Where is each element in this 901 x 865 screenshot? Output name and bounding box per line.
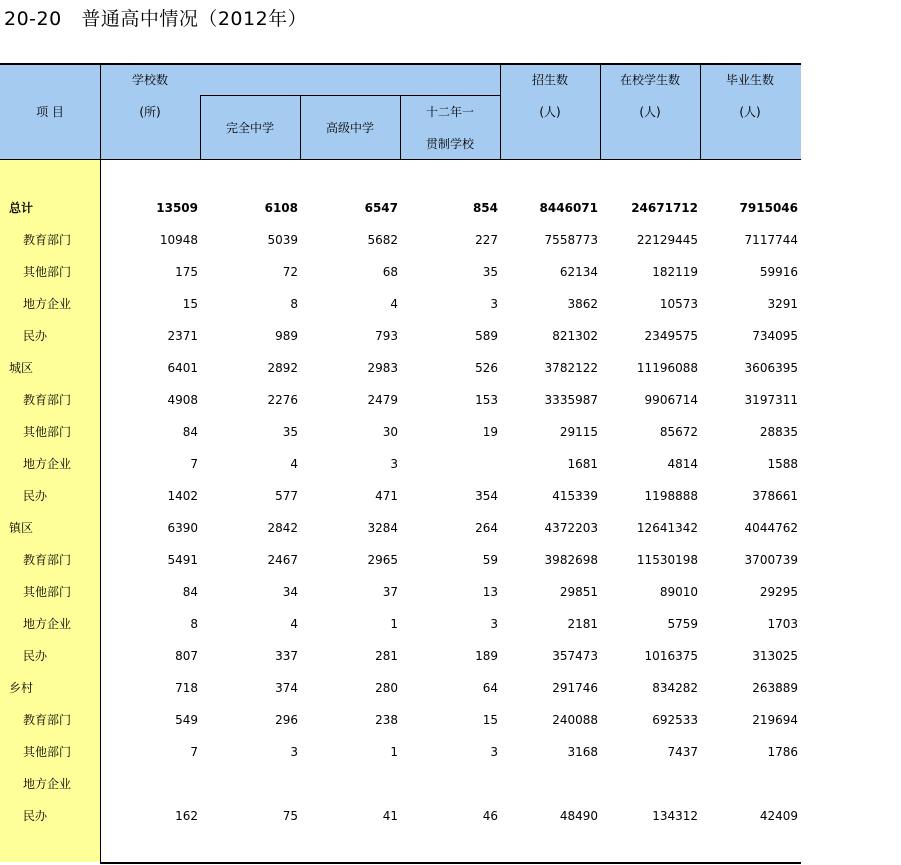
row-value: 4 bbox=[390, 297, 398, 311]
header-twelve-year-line1: 十二年一 bbox=[425, 105, 474, 119]
row-label: 民办 bbox=[23, 809, 48, 823]
row-value: 240088 bbox=[552, 713, 598, 727]
table-row bbox=[0, 608, 801, 640]
table-row bbox=[0, 800, 801, 832]
header-schools: 学校数 bbox=[131, 73, 168, 87]
row-value bbox=[402, 768, 498, 800]
table-row bbox=[0, 416, 801, 448]
table-row bbox=[0, 544, 801, 576]
row-value: 59 bbox=[482, 553, 498, 567]
row-value: 153 bbox=[475, 393, 498, 407]
row-label: 民办 bbox=[23, 489, 48, 503]
header-complete-middle: 完全中学 bbox=[225, 121, 274, 135]
row-value: 357473 bbox=[552, 649, 598, 663]
header-senior-high: 高级中学 bbox=[325, 121, 374, 135]
header-students: 在校学生数 bbox=[619, 73, 680, 87]
row-value: 3197311 bbox=[744, 393, 798, 407]
row-value: 29115 bbox=[559, 425, 598, 439]
header-graduates: 毕业生数 bbox=[725, 73, 774, 87]
row-value: 834282 bbox=[652, 681, 698, 695]
row-value: 3982698 bbox=[544, 553, 598, 567]
row-value: 281 bbox=[375, 649, 398, 663]
row-value: 264 bbox=[475, 521, 498, 535]
row-value: 227 bbox=[475, 233, 498, 247]
row-value: 41 bbox=[382, 809, 398, 823]
row-value: 807 bbox=[175, 649, 198, 663]
header-schools-unit: (所) bbox=[139, 105, 161, 119]
bottom-rule bbox=[100, 862, 801, 864]
row-value: 59916 bbox=[759, 265, 798, 279]
row-value: 3782122 bbox=[544, 361, 598, 375]
table-row bbox=[0, 640, 801, 672]
row-value: 219694 bbox=[752, 713, 798, 727]
row-value: 7915046 bbox=[739, 201, 798, 215]
table-row bbox=[0, 448, 801, 480]
row-label: 其他部门 bbox=[23, 425, 72, 439]
row-value: 7117744 bbox=[744, 233, 798, 247]
row-value: 134312 bbox=[652, 809, 698, 823]
row-value: 589 bbox=[475, 329, 498, 343]
row-value: 62134 bbox=[559, 265, 598, 279]
row-value bbox=[602, 768, 698, 800]
row-value: 24671712 bbox=[631, 201, 698, 215]
header-students-unit: (人) bbox=[639, 105, 661, 119]
row-value: 4814 bbox=[667, 457, 698, 471]
row-value bbox=[502, 768, 598, 800]
header-graduates-unit: (人) bbox=[739, 105, 761, 119]
table-row bbox=[0, 480, 801, 512]
row-value: 1402 bbox=[167, 489, 198, 503]
row-value: 1588 bbox=[767, 457, 798, 471]
row-label: 教育部门 bbox=[23, 233, 72, 247]
row-value: 3862 bbox=[567, 297, 598, 311]
row-value: 3 bbox=[390, 457, 398, 471]
row-value: 68 bbox=[382, 265, 398, 279]
row-value: 1 bbox=[390, 745, 398, 759]
header-enrollment: 招生数 bbox=[531, 73, 568, 87]
row-value: 89010 bbox=[659, 585, 698, 599]
row-value: 734095 bbox=[752, 329, 798, 343]
row-value: 5759 bbox=[667, 617, 698, 631]
row-value: 3 bbox=[490, 745, 498, 759]
row-value: 3168 bbox=[567, 745, 598, 759]
row-value: 8446071 bbox=[539, 201, 598, 215]
row-value bbox=[102, 768, 198, 800]
row-value: 5682 bbox=[367, 233, 398, 247]
row-value: 175 bbox=[175, 265, 198, 279]
row-value: 46 bbox=[482, 809, 498, 823]
table-row bbox=[0, 512, 801, 544]
row-value: 3284 bbox=[367, 521, 398, 535]
row-label: 其他部门 bbox=[23, 265, 72, 279]
row-value: 2842 bbox=[267, 521, 298, 535]
row-value: 2349575 bbox=[644, 329, 698, 343]
row-value: 291746 bbox=[552, 681, 598, 695]
row-value: 6108 bbox=[264, 201, 298, 215]
row-value: 12641342 bbox=[636, 521, 698, 535]
row-value: 3335987 bbox=[544, 393, 598, 407]
row-value: 692533 bbox=[652, 713, 698, 727]
row-value: 2467 bbox=[267, 553, 298, 567]
row-label: 乡村 bbox=[9, 681, 34, 695]
row-value: 577 bbox=[275, 489, 298, 503]
row-value: 4044762 bbox=[744, 521, 798, 535]
row-label: 镇区 bbox=[9, 521, 34, 535]
row-value: 29851 bbox=[559, 585, 598, 599]
row-value: 6547 bbox=[364, 201, 398, 215]
statistics-table bbox=[0, 63, 801, 865]
row-label: 其他部门 bbox=[23, 745, 72, 759]
row-value: 4 bbox=[290, 457, 298, 471]
row-value: 313025 bbox=[752, 649, 798, 663]
row-value: 718 bbox=[175, 681, 198, 695]
row-value: 1681 bbox=[567, 457, 598, 471]
row-value: 238 bbox=[375, 713, 398, 727]
header-enrollment-unit: (人) bbox=[539, 105, 561, 119]
row-label: 地方企业 bbox=[23, 297, 72, 311]
table-row bbox=[0, 704, 801, 736]
row-label: 教育部门 bbox=[23, 713, 72, 727]
row-value: 2983 bbox=[367, 361, 398, 375]
row-value: 4 bbox=[290, 617, 298, 631]
row-value: 35 bbox=[482, 265, 498, 279]
row-value: 8 bbox=[190, 617, 198, 631]
row-value: 1 bbox=[390, 617, 398, 631]
row-label: 其他部门 bbox=[23, 585, 72, 599]
row-value: 3 bbox=[290, 745, 298, 759]
row-value: 42409 bbox=[759, 809, 798, 823]
row-value bbox=[402, 448, 498, 480]
row-value: 162 bbox=[175, 809, 198, 823]
table-row bbox=[0, 224, 801, 256]
table-row bbox=[0, 736, 801, 768]
row-value: 13 bbox=[482, 585, 498, 599]
row-value: 13509 bbox=[156, 201, 198, 215]
row-value: 37 bbox=[382, 585, 398, 599]
row-value: 2371 bbox=[167, 329, 198, 343]
row-value: 28835 bbox=[759, 425, 798, 439]
row-value: 1703 bbox=[767, 617, 798, 631]
row-label: 城区 bbox=[9, 361, 34, 375]
row-value: 7437 bbox=[667, 745, 698, 759]
row-value: 526 bbox=[475, 361, 498, 375]
row-value: 85672 bbox=[659, 425, 698, 439]
row-value: 48490 bbox=[559, 809, 598, 823]
row-value: 378661 bbox=[752, 489, 798, 503]
row-value: 5039 bbox=[267, 233, 298, 247]
row-value: 296 bbox=[275, 713, 298, 727]
row-value: 3700739 bbox=[744, 553, 798, 567]
row-value: 8 bbox=[290, 297, 298, 311]
row-value: 337 bbox=[275, 649, 298, 663]
table-row bbox=[0, 576, 801, 608]
row-value: 793 bbox=[375, 329, 398, 343]
row-value: 72 bbox=[282, 265, 298, 279]
row-value: 64 bbox=[482, 681, 498, 695]
table-row bbox=[0, 352, 801, 384]
row-value: 3 bbox=[490, 617, 498, 631]
table-row bbox=[0, 672, 801, 704]
row-value: 19 bbox=[482, 425, 498, 439]
row-value: 263889 bbox=[752, 681, 798, 695]
row-value: 3606395 bbox=[744, 361, 798, 375]
row-value: 989 bbox=[275, 329, 298, 343]
row-value: 189 bbox=[475, 649, 498, 663]
row-value: 3291 bbox=[767, 297, 798, 311]
row-value bbox=[702, 768, 798, 800]
row-value: 2181 bbox=[567, 617, 598, 631]
row-value: 6390 bbox=[167, 521, 198, 535]
row-value: 3 bbox=[490, 297, 498, 311]
row-value bbox=[302, 768, 398, 800]
table-row bbox=[0, 384, 801, 416]
row-label: 民办 bbox=[23, 649, 48, 663]
row-label: 地方企业 bbox=[23, 457, 72, 471]
row-value: 4908 bbox=[167, 393, 198, 407]
header-twelve-year-line2: 贯制学校 bbox=[425, 137, 474, 151]
row-value: 415339 bbox=[552, 489, 598, 503]
row-value: 1786 bbox=[767, 745, 798, 759]
row-label: 地方企业 bbox=[23, 617, 72, 631]
row-value: 182119 bbox=[652, 265, 698, 279]
header-bottom-rule bbox=[0, 159, 801, 160]
row-value: 10948 bbox=[159, 233, 198, 247]
row-value: 84 bbox=[182, 425, 198, 439]
row-value bbox=[202, 768, 298, 800]
row-value: 5491 bbox=[167, 553, 198, 567]
row-value: 34 bbox=[282, 585, 298, 599]
row-value: 7 bbox=[190, 745, 198, 759]
row-value: 15 bbox=[182, 297, 198, 311]
row-value: 2965 bbox=[367, 553, 398, 567]
row-value: 549 bbox=[175, 713, 198, 727]
row-value: 29295 bbox=[759, 585, 798, 599]
header-item: 项 目 bbox=[36, 105, 64, 119]
row-value: 4372203 bbox=[544, 521, 598, 535]
table-row bbox=[0, 288, 801, 320]
row-value: 9906714 bbox=[644, 393, 698, 407]
row-value: 2479 bbox=[367, 393, 398, 407]
subheader-rule bbox=[200, 95, 500, 96]
row-value: 22129445 bbox=[636, 233, 698, 247]
row-label: 地方企业 bbox=[23, 777, 72, 791]
row-value: 354 bbox=[475, 489, 498, 503]
row-value: 7 bbox=[190, 457, 198, 471]
row-value: 374 bbox=[275, 681, 298, 695]
row-value: 6401 bbox=[167, 361, 198, 375]
row-value: 11196088 bbox=[636, 361, 698, 375]
row-value: 15 bbox=[482, 713, 498, 727]
row-value: 2276 bbox=[267, 393, 298, 407]
row-value: 7558773 bbox=[544, 233, 598, 247]
row-value: 471 bbox=[375, 489, 398, 503]
row-label: 教育部门 bbox=[23, 553, 72, 567]
row-value: 1016375 bbox=[644, 649, 698, 663]
table-row bbox=[0, 192, 801, 224]
row-value: 280 bbox=[375, 681, 398, 695]
page-title: 20-20 普通高中情况（2012年） bbox=[4, 8, 308, 30]
row-value: 2892 bbox=[267, 361, 298, 375]
table-row bbox=[0, 256, 801, 288]
row-value: 10573 bbox=[659, 297, 698, 311]
row-value: 30 bbox=[382, 425, 398, 439]
row-value: 1198888 bbox=[644, 489, 698, 503]
row-value: 11530198 bbox=[636, 553, 698, 567]
row-label: 教育部门 bbox=[23, 393, 72, 407]
row-value: 75 bbox=[282, 809, 298, 823]
row-value: 35 bbox=[282, 425, 298, 439]
row-label: 民办 bbox=[23, 329, 48, 343]
row-label: 总计 bbox=[9, 201, 34, 215]
row-value: 821302 bbox=[552, 329, 598, 343]
table-row bbox=[0, 320, 801, 352]
top-rule bbox=[0, 63, 801, 65]
table-row bbox=[0, 768, 801, 800]
row-value: 854 bbox=[472, 201, 498, 215]
row-value: 84 bbox=[182, 585, 198, 599]
